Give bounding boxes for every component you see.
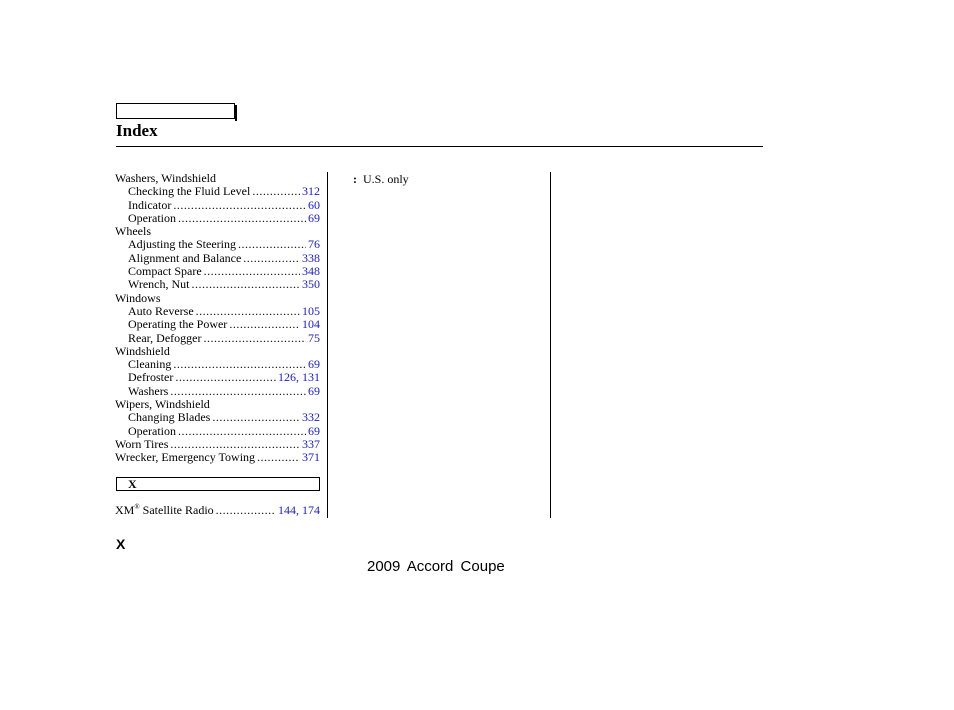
entry-page-link[interactable]: 69 <box>308 423 320 438</box>
leader-dots <box>170 385 306 398</box>
leader-dots <box>216 504 276 517</box>
entry-label: Changing Blades <box>128 410 211 425</box>
index-subentry <box>115 371 320 384</box>
entry-label: Auto Reverse <box>128 303 194 318</box>
column-divider-2 <box>550 172 551 518</box>
page-title: Index <box>116 121 158 140</box>
entry-label: Wrench, Nut <box>128 277 190 292</box>
index-entry-xm <box>115 504 320 517</box>
page-section-letter: X <box>116 536 126 552</box>
entry-label: Cleaning <box>128 357 172 372</box>
footer-model-title: 2009 Accord Coupe <box>367 558 505 575</box>
leader-dots <box>173 199 306 212</box>
entry-label: Checking the Fluid Level <box>128 184 251 199</box>
index-entry <box>115 292 320 305</box>
index-entry <box>115 225 320 238</box>
index-subentry <box>115 278 320 291</box>
index-entry <box>115 451 320 464</box>
entry-page-link[interactable]: 312 <box>302 184 320 199</box>
index-subentry <box>115 425 320 438</box>
leader-dots <box>192 278 301 291</box>
leader-dots <box>173 358 306 371</box>
entry-label: Washers <box>128 383 169 398</box>
index-entry <box>115 438 320 451</box>
leader-dots <box>203 332 306 345</box>
section-letter: X <box>128 477 137 491</box>
index-subentry <box>115 185 320 198</box>
index-subentry <box>115 238 320 251</box>
entry-page-link[interactable]: 76 <box>308 237 320 252</box>
entry-label: Operation <box>128 423 176 438</box>
entry-page-link[interactable]: 69 <box>308 210 320 225</box>
leader-dots <box>204 265 300 278</box>
entry-page-link[interactable]: 126, 131 <box>278 370 320 385</box>
index-subentry <box>115 318 320 331</box>
entry-page-link[interactable]: 348 <box>302 264 320 279</box>
leader-dots <box>243 252 300 265</box>
entry-label: Operating the Power <box>128 317 228 332</box>
leader-dots <box>178 425 306 438</box>
entry-page-link[interactable]: 337 <box>302 436 320 451</box>
leader-dots <box>252 185 300 198</box>
title-divider <box>116 146 763 147</box>
index-entry <box>115 398 320 411</box>
entry-label: Wheels <box>115 224 151 239</box>
index-subentry <box>115 265 320 278</box>
leader-dots <box>229 318 300 331</box>
leader-dots <box>170 438 300 451</box>
entry-label: XM® Satellite Radio <box>115 503 214 517</box>
entry-page-link[interactable]: 338 <box>302 250 320 265</box>
entry-label: Operation <box>128 210 176 225</box>
footnote-us-only <box>353 172 409 186</box>
index-subentry <box>115 199 320 212</box>
index-subentry <box>115 358 320 371</box>
index-entry <box>115 345 320 358</box>
entry-label: Windshield <box>115 343 170 358</box>
index-subentry <box>115 212 320 225</box>
entry-label: Compact Spare <box>128 264 202 279</box>
footnote-text: U.S. only <box>363 172 409 186</box>
entry-label: Indicator <box>128 197 172 212</box>
entry-label: Adjusting the Steering <box>128 237 236 252</box>
entry-label: Washers, Windshield <box>115 171 216 185</box>
entry-label: Worn Tires <box>115 436 169 451</box>
entry-label: Wipers, Windshield <box>115 397 210 412</box>
column-divider-1 <box>327 172 328 518</box>
entry-page-link[interactable]: 371 <box>302 450 320 465</box>
index-subentry <box>115 305 320 318</box>
leader-dots <box>196 305 300 318</box>
index-subentry <box>115 332 320 345</box>
section-header-x <box>116 477 320 491</box>
entry-page-link[interactable]: 60 <box>308 197 320 212</box>
entry-page-link[interactable]: 332 <box>302 410 320 425</box>
entry-page-link[interactable]: 69 <box>308 383 320 398</box>
index-subentry <box>115 385 320 398</box>
leader-dots <box>178 212 306 225</box>
index-subentry <box>115 411 320 424</box>
index-tab-box <box>116 103 235 119</box>
leader-dots <box>238 238 306 251</box>
leader-dots <box>257 451 300 464</box>
index-subentry <box>115 252 320 265</box>
leader-dots <box>175 371 276 384</box>
entry-label: Windows <box>115 290 161 305</box>
entry-label: Defroster <box>128 370 174 385</box>
index-column-1 <box>115 172 320 465</box>
entry-page-link[interactable]: 350 <box>302 277 320 292</box>
entry-page-link[interactable]: 144, 174 <box>278 503 320 517</box>
entry-label: Wrecker, Emergency Towing <box>115 450 256 465</box>
entry-page-link[interactable]: 105 <box>302 303 320 318</box>
entry-page-link[interactable]: 104 <box>302 317 320 332</box>
entry-label: Rear, Defogger <box>128 330 202 345</box>
leader-dots <box>212 411 300 424</box>
footnote-marker: : <box>353 172 357 186</box>
entry-page-link[interactable]: 75 <box>308 330 320 345</box>
index-entry <box>115 172 320 185</box>
entry-label: Alignment and Balance <box>128 250 242 265</box>
entry-page-link[interactable]: 69 <box>308 357 320 372</box>
